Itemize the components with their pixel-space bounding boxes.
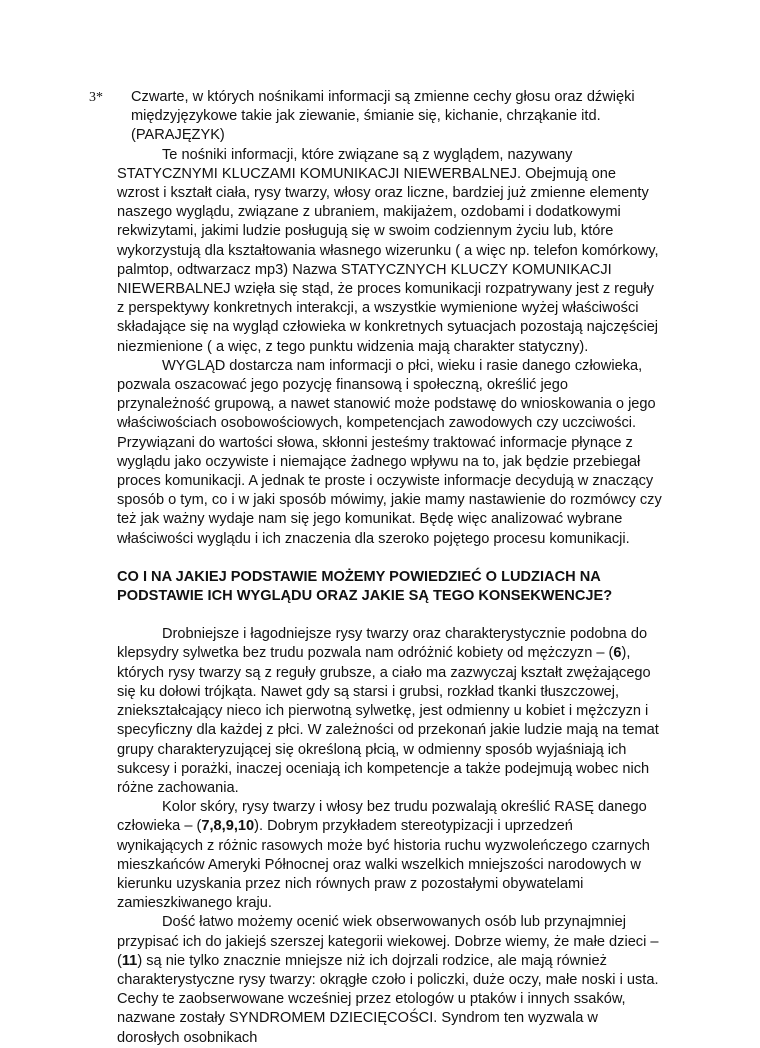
list-item xyxy=(89,88,662,146)
paragraph: Te nośniki informacji, które związane są z wyglądem, nazywany STATYCZNYMI KLUCZAMI KOMUNIKACJI NIEWERBALNEJ. Obejmują one wzrost i kształt ciała, rysy twarzy, włosy oraz liczne, bardziej już zmienne elementy naszego wyglądu, związane z ubraniem, makijażem, ozdobami i dodatkowymi rekwizytami, jakimi ludzie posługują się w swoim codziennym życiu lub, które wykorzystują dla kształtowania własnego wizerunku ( a więc np. telefon komórkowy, palmtop, odtwarzacz mp3) Nazwa STATYCZNYCH KLUCZY KOMUNIKACJI NIEWERBALNEJ wzięła się stąd, że proces komunikacji rozpatrywany jest z reguły z perspektywy konkretnych interakcji, a wszystkie wymienione wyżej właściwości składające się na wygląd człowieka w konkretnych sytuacjach pozostają najczęściej niezmienione ( a więc, z tego punktu widzenia mają charakter statyczny). xyxy=(117,146,659,355)
paragraph: WYGLĄD dostarcza nam informacji o płci, wieku i rasie danego człowieka, pozwala oszacować jego pozycję finansową i społeczną, określić jego przynależność grupową, a nawet stanowić może podstawę do wnioskowania o jego właściwościach osobowościowych, kompetencjach zawodowych czy uczciwości. Przywiązani do wartości słowa, skłonni jesteśmy traktować informacje płynące z wyglądu jako oczywiste i niemające żadnego wpływu na to, jak będzie przebiegał proces komunikacji. A jednak te proste i oczywiste informacje decydują w znaczący sposób o tym, co i w jaki sposób mówimy, jakie mamy nastawienie do rozmówcy czy też jak ważny wydaje nam się jego komunikat. Będę więc analizować wybrane właściwości wyglądu i ich znaczenia dla szeroko pojętego procesu komunikacji. xyxy=(117,357,662,547)
paragraph-text: ). Dobrym przykładem stereotypizacji i uprzedzeń wynikających z różnic rasowych może być historia ruchu wyzwoleńczego czarnych mieszkańców Ameryki Północnej oraz walki wszelkich mniejszości narodowych w kierunku uzyskania przez nich równych praw z pozostałymi obywatelami zamieszkiwanego kraju. xyxy=(117,818,650,912)
list-item-number: 3* xyxy=(89,90,103,105)
document-body xyxy=(89,88,662,1048)
figure-reference: 11 xyxy=(121,952,138,969)
paragraph-text: Dość łatwo możemy ocenić wiek obserwowanych osób lub przynajmniej przypisać ich do jakiejś szerszej kategorii wiekowej. Dobrze wiemy, że małe dzieci – ( xyxy=(117,914,659,969)
paragraph-text: Kolor skóry, rysy twarzy i włosy bez trudu pozwalają określić RASĘ danego człowieka – ( xyxy=(117,799,647,835)
figure-reference: 6 xyxy=(613,645,622,662)
paragraph xyxy=(117,798,662,913)
section-heading: CO I NA JAKIEJ PODSTAWIE MOŻEMY POWIEDZIEĆ O LUDZIACH NA PODSTAWIE ICH WYGLĄDU ORAZ JAKIE SĄ TEGO KONSEKWENCJE? xyxy=(117,568,613,605)
paragraph-text: ), których rysy twarzy są z reguły grubsze, a ciało ma zazwyczaj kształt zwężającego się ku dołowi trójkąta. Nawet gdy są starsi i grubsi, rozkład tkanki tłuszczowej, zniekształcający nieco ich pierwotną sylwetkę, jest odmienny u kobiet i mężczyzn i specyficzny dla każdej z płci. W zależności od przekonań jakie ludzie mają na temat grupy charakteryzującej się określoną płcią, w odmienny sposób wyjaśniają ich sukcesy i porażki, inaczej oceniają ich kompetencje a także podejmują wobec nich różne zachowania. xyxy=(117,645,659,796)
paragraph-text: Drobniejsze i łagodniejsze rysy twarzy oraz charakterystycznie podobna do klepsydry sylwetka bez trudu pozwala nam odróżnić kobiety od mężczyzn – ( xyxy=(117,626,648,662)
paragraph xyxy=(117,913,662,1047)
figure-reference: 7,8,9,10 xyxy=(201,818,255,835)
paragraph xyxy=(117,625,662,798)
list-item-text: Czwarte, w których nośnikami informacji są zmienne cechy głosu oraz dźwięki międzyjęzykowe takie jak ziewanie, śmianie się, kichanie, chrząkanie itd. (PARAJĘZYK) xyxy=(131,89,635,144)
paragraph-text: ) są nie tylko znacznie mniejsze niż ich dojrzali rodzice, ale mają również charakterystyczne rysy twarzy: okrągłe czoło i policzki, duże oczy, małe noski i usta. Cechy te zaobserwowane wcześniej przez etologów u ptaków i innych ssaków, nazwane zostały SYNDROMEM DZIECIĘCOŚCI. Syndrom ten wyzwala w dorosłych osobnikach xyxy=(117,952,659,1046)
